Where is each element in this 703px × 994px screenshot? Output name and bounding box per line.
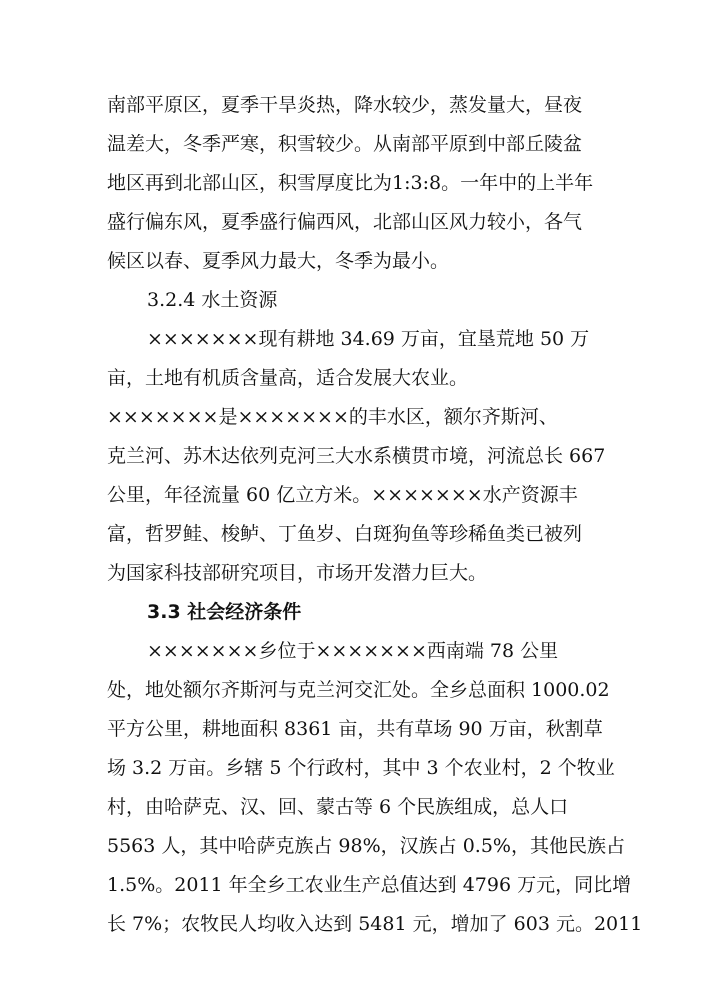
body-text-line: 克兰河、苏木达依列克河三大水系横贯市境，河流总长 667 [107, 445, 606, 467]
body-text-line: 为国家科技部研究项目，市场开发潜力巨大。 [107, 562, 488, 584]
body-text-line: 平方公里，耕地面积 8361 亩，共有草场 90 万亩，秋割草 [107, 718, 603, 740]
body-text-line: 长 7%；农牧民人均收入达到 5481 元，增加了 603 元。2011 [107, 913, 643, 935]
body-text-line: 富，哲罗鲑、梭鲈、丁鱼岁、白斑狗鱼等珍稀鱼类已被列 [107, 523, 583, 545]
body-text-line: 公里，年径流量 60 亿立方米。×××××××水产资源丰 [107, 484, 578, 506]
body-text-line: 南部平原区，夏季干旱炎热，降水较少，蒸发量大，昼夜 [107, 94, 583, 116]
body-text-line: ×××××××现有耕地 34.69 万亩，宜垦荒地 50 万 [147, 328, 590, 350]
body-text-line: 5563 人，其中哈萨克族占 98%，汉族占 0.5%，其他民族占 [107, 835, 625, 857]
body-text-line: ×××××××是×××××××的丰水区，额尔齐斯河、 [107, 406, 558, 428]
body-text-line: 1.5%。2011 年全乡工农业生产总值达到 4796 万元，同比增 [107, 874, 632, 896]
body-text-line: 场 3.2 万亩。乡辖 5 个行政村，其中 3 个农业村，2 个牧业 [107, 757, 615, 779]
body-text-line: 盛行偏东风，夏季盛行偏西风，北部山区风力较小，各气 [107, 211, 583, 233]
body-text-line: 亩，土地有机质含量高，适合发展大农业。 [107, 367, 469, 389]
section-heading-3-3: 3.3 社会经济条件 [147, 601, 302, 623]
body-text-line: 处，地处额尔齐斯河与克兰河交汇处。全乡总面积 1000.02 [107, 679, 610, 701]
body-text-line: 地区再到北部山区，积雪厚度比为1:3:8。一年中的上半年 [107, 172, 594, 194]
body-text-line: 候区以春、夏季风力最大，冬季为最小。 [107, 250, 450, 272]
body-text-line: 温差大，冬季严寒，积雪较少。从南部平原到中部丘陵盆 [107, 133, 583, 155]
body-text-line: ×××××××乡位于×××××××西南端 78 公里 [147, 640, 559, 662]
section-heading-3-2-4: 3.2.4 水土资源 [147, 289, 278, 311]
body-text-line: 村，由哈萨克、汉、回、蒙古等 6 个民族组成，总人口 [107, 796, 569, 818]
